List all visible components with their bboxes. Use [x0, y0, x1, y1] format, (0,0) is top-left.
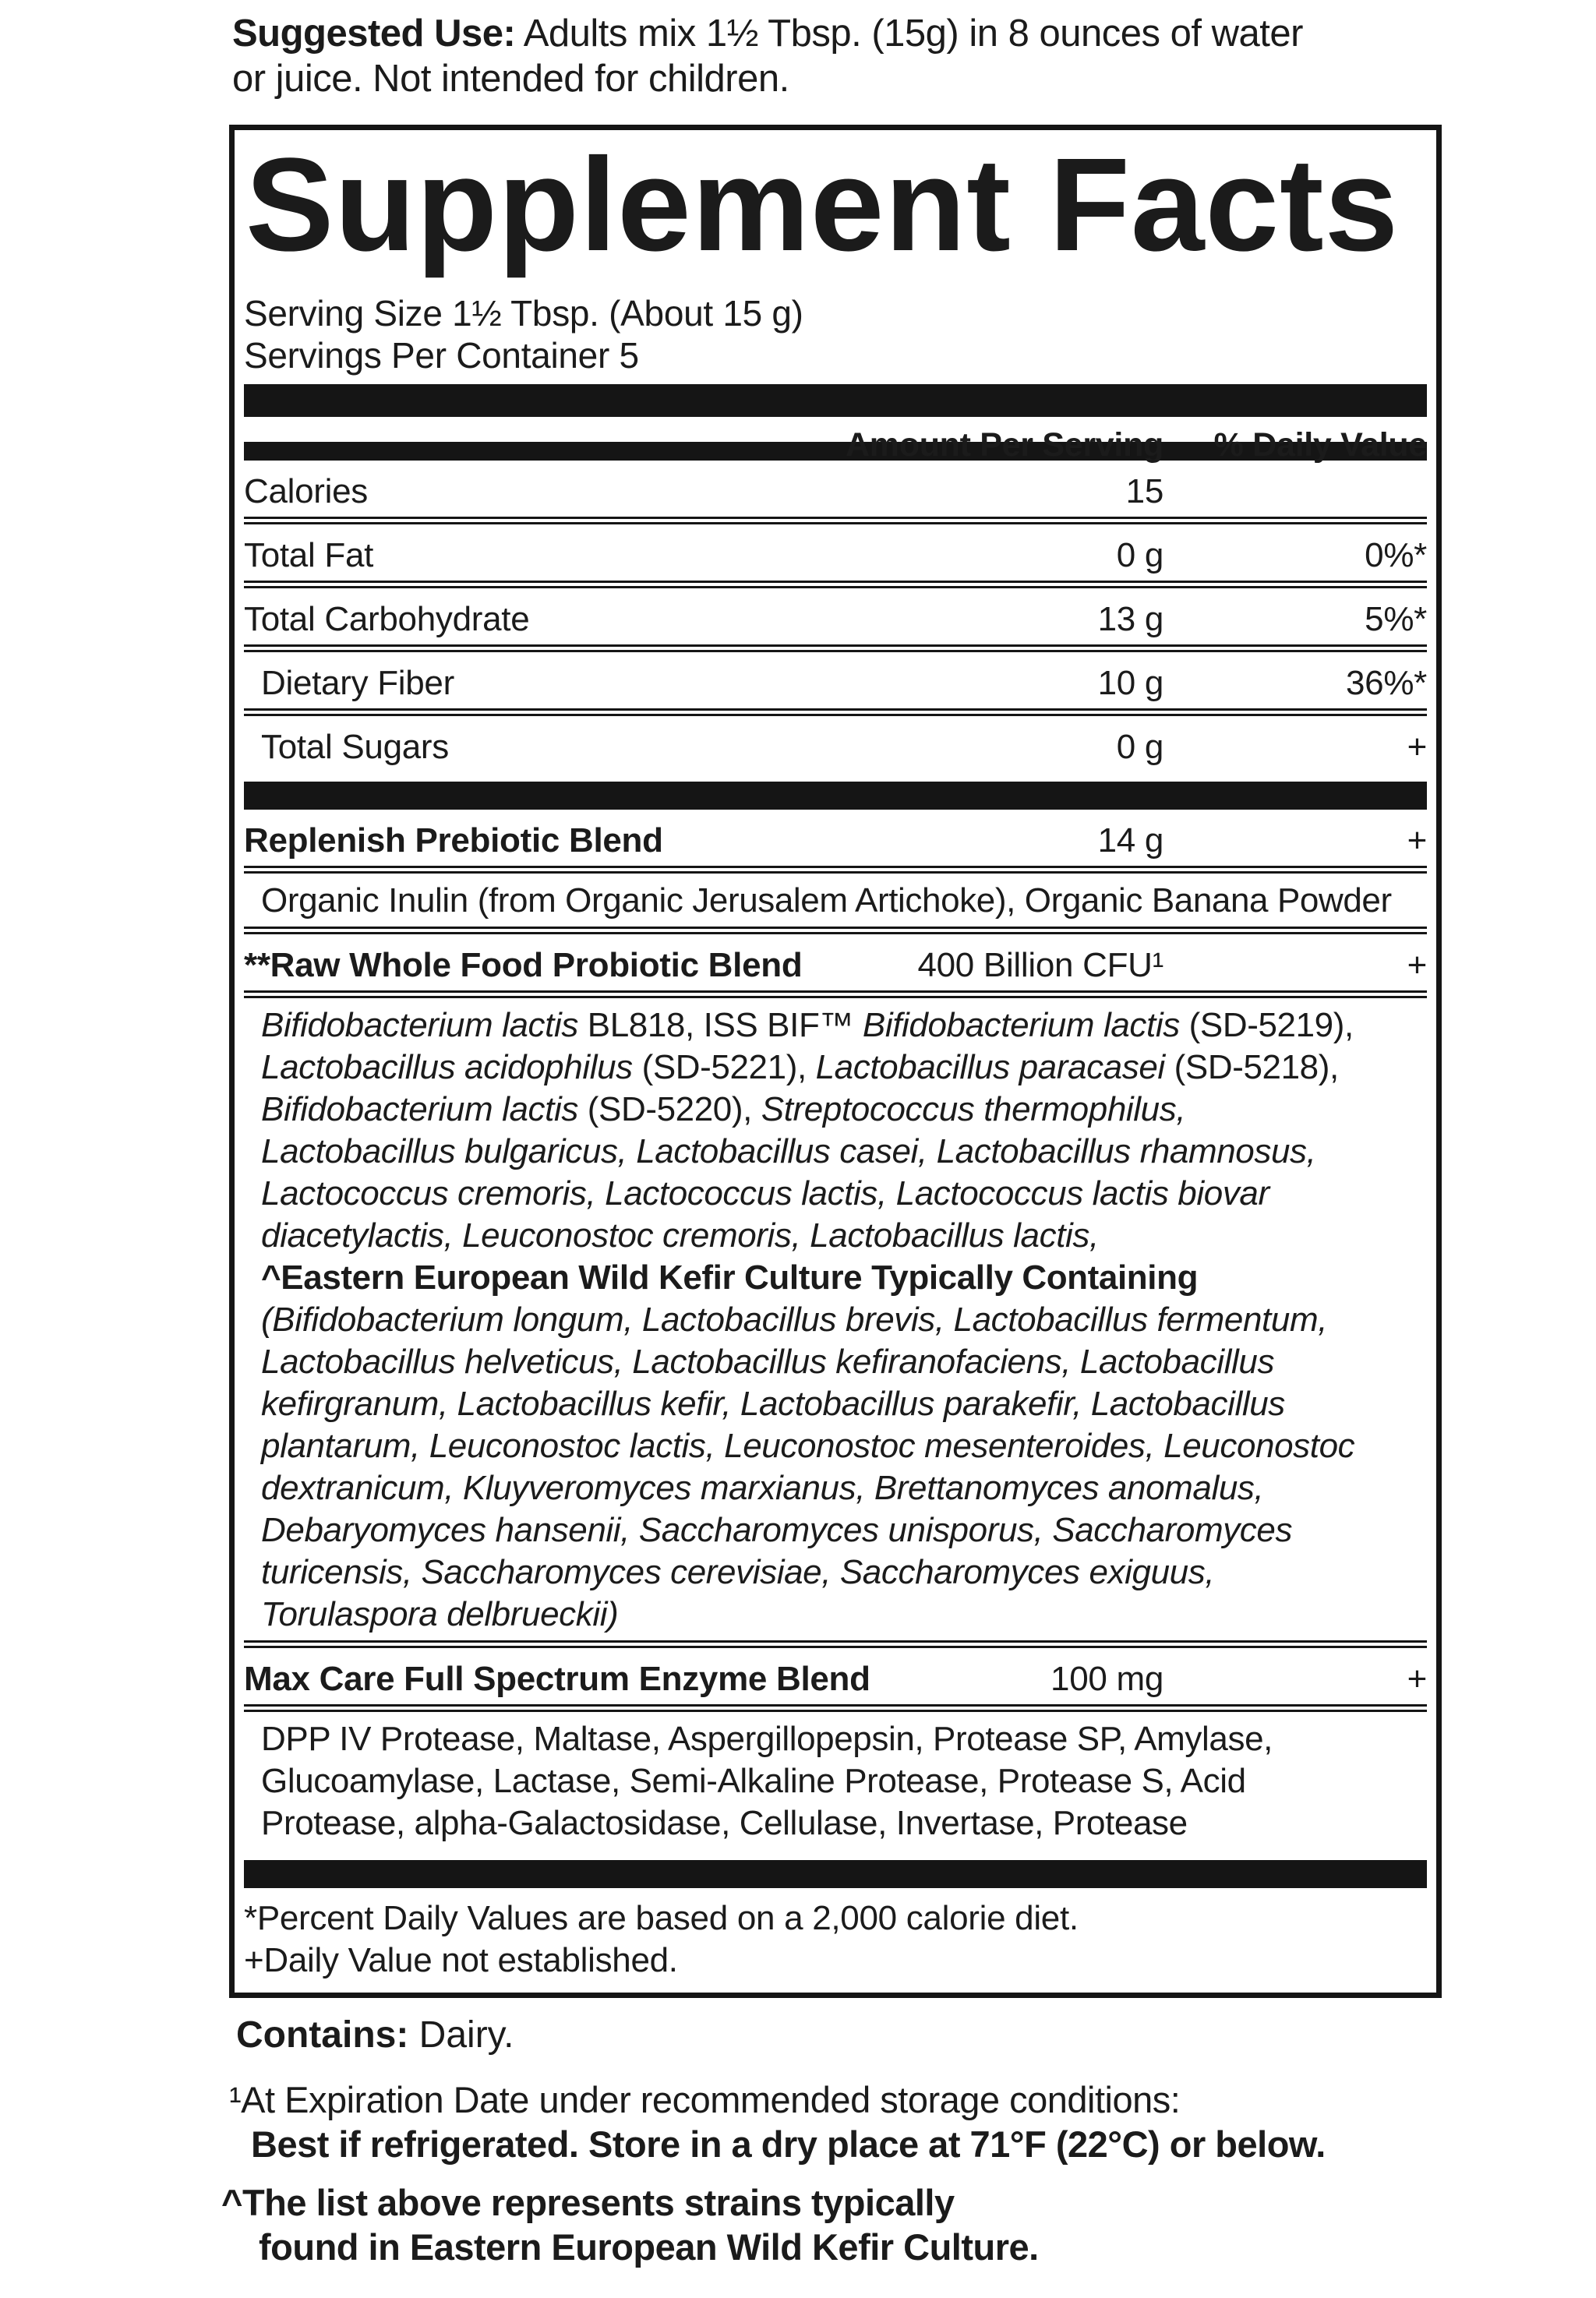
row-separator: [244, 644, 1427, 652]
blend-daily-value: +: [1407, 821, 1427, 860]
supplement-facts-panel: [229, 125, 1442, 1998]
section-divider-bar: [244, 782, 1427, 810]
row-separator: [244, 517, 1427, 524]
prebiotic-ingredients: Organic Inulin (from Organic Jerusalem Artichoke), Organic Banana Powder: [261, 881, 1392, 920]
blend-name: **Raw Whole Food Probiotic Blend: [244, 946, 803, 984]
table-header: [244, 417, 1427, 464]
row-separator: [244, 866, 1427, 874]
probiotic-strain-list: Bifidobacterium lactis BL818, ISS BIF™ Bifidobacterium lactis (SD-5219), Lactobacillus acidophilus (SD-5221), Lactobacillus paracasei (SD-5218), Bifidobacterium lactis (SD-5220), Streptococcus thermophilus, Lactobacillus bulgaricus, Lactobacillus casei, Lactobacillus rhamnosus, Lactococcus cremoris, Lactococcus lactis, Lactococcus lactis biovar diacetylactis, Leuconostoc cremoris, Lactobacillus lactis,: [261, 1006, 1354, 1255]
nutrient-row-calories: [244, 461, 1427, 517]
blend-name: Replenish Prebiotic Blend: [244, 821, 663, 860]
row-separator: [244, 581, 1427, 588]
blend-daily-value: +: [1407, 946, 1427, 984]
label-content: [221, 11, 1442, 2269]
panel-footnotes: *Percent Daily Values are based on a 2,000 calorie diet. +Daily Value not established.: [244, 1899, 1079, 1979]
column-header-daily-value: % Daily Value: [1213, 426, 1427, 464]
nutrient-amount: 15: [1125, 472, 1163, 510]
probiotic-ingredients: [244, 998, 1427, 1640]
thick-divider-bar: [244, 384, 1427, 417]
nutrient-row-dietary-fiber: [244, 652, 1427, 708]
blend-amount: 400 Billion CFU¹: [917, 946, 1163, 984]
servings-per-container: Servings Per Container 5: [244, 335, 639, 376]
row-separator: [244, 1640, 1427, 1648]
blend-name: Max Care Full Spectrum Enzyme Blend: [244, 1660, 870, 1698]
contains-note: Contains: Dairy.: [236, 2014, 514, 2056]
column-header-amount: Amount Per Serving: [846, 426, 1163, 464]
blend-daily-value: +: [1407, 1660, 1427, 1698]
suggested-use-text: Suggested Use: Adults mix 1½ Tbsp. (15g) in 8 ounces of water or juice. Not intended for children.: [232, 12, 1303, 100]
row-separator: [244, 1704, 1427, 1712]
blend-row-enzyme: [244, 1648, 1427, 1704]
blend-row-probiotic: [244, 934, 1427, 990]
nutrient-amount: 13 g: [1097, 600, 1163, 638]
nutrient-row-total-sugars: [244, 716, 1427, 772]
row-separator: [244, 927, 1427, 934]
kefir-culture-heading: ^Eastern European Wild Kefir Culture Typically Containing: [261, 1258, 1199, 1297]
nutrient-name: Dietary Fiber: [261, 664, 454, 702]
serving-info: [244, 292, 1427, 376]
enzyme-ingredients: DPP IV Protease, Maltase, Aspergillopepsin, Protease SP, Amylase, Glucoamylase, Lactase, Semi-Alkaline Protease, Protease S, Acid Protease, alpha-Galactosidase, Cellulase, Invertase, Protease: [261, 1720, 1273, 1842]
blend-amount: 14 g: [1097, 821, 1163, 860]
expiration-storage-note: ¹At Expiration Date under recommended storage conditions: Best if refrigerated. Store in a dry place at 71°F (22°C) or below.: [229, 2079, 1326, 2165]
nutrient-name: Total Carbohydrate: [244, 600, 530, 638]
nutrient-amount: 0 g: [1116, 536, 1163, 574]
nutrient-daily-value: 0%*: [1365, 536, 1427, 574]
nutrient-row-total-carbohydrate: [244, 588, 1427, 644]
footnote-divider-bar: [244, 1860, 1427, 1888]
nutrient-row-total-fat: [244, 524, 1427, 581]
nutrient-name: Total Fat: [244, 536, 374, 574]
nutrient-daily-value: +: [1407, 728, 1427, 766]
nutrient-daily-value: 5%*: [1365, 600, 1427, 638]
nutrient-name: Total Sugars: [261, 728, 449, 766]
serving-size: Serving Size 1½ Tbsp. (About 15 g): [244, 293, 803, 334]
kefir-strains-note: ^The list above represents strains typically found in Eastern European Wild Kefir Culture.: [221, 2182, 1039, 2268]
nutrient-amount: 0 g: [1116, 728, 1163, 766]
row-separator: [244, 990, 1427, 998]
nutrient-name: Calories: [244, 472, 368, 510]
row-separator: [244, 708, 1427, 716]
nutrient-daily-value: 36%*: [1346, 664, 1427, 702]
blend-row-prebiotic: [244, 810, 1427, 866]
nutrient-amount: 10 g: [1097, 664, 1163, 702]
kefir-strain-list: (Bifidobacterium longum, Lactobacillus brevis, Lactobacillus fermentum, Lactobacillus helveticus, Lactobacillus kefiranofaciens, Lactobacillus kefirgranum, Lactobacillus kefir, Lactobacillus parakefir, Lactobacillus plantarum, Leuconostoc lactis, Leuconostoc mesenteroides, Leuconostoc dextranicum, Kluyveromyces marxianus, Brettanomyces anomalus, Debaryomyces hansenii, Saccharomyces unisporus, Saccharomyces turicensis, Saccharomyces cerevisiae, Saccharomyces exiguus, Torulaspora delbrueckii): [261, 1301, 1355, 1633]
blend-amount: 100 mg: [1050, 1660, 1163, 1698]
panel-title: Supplement Facts: [245, 131, 1400, 279]
